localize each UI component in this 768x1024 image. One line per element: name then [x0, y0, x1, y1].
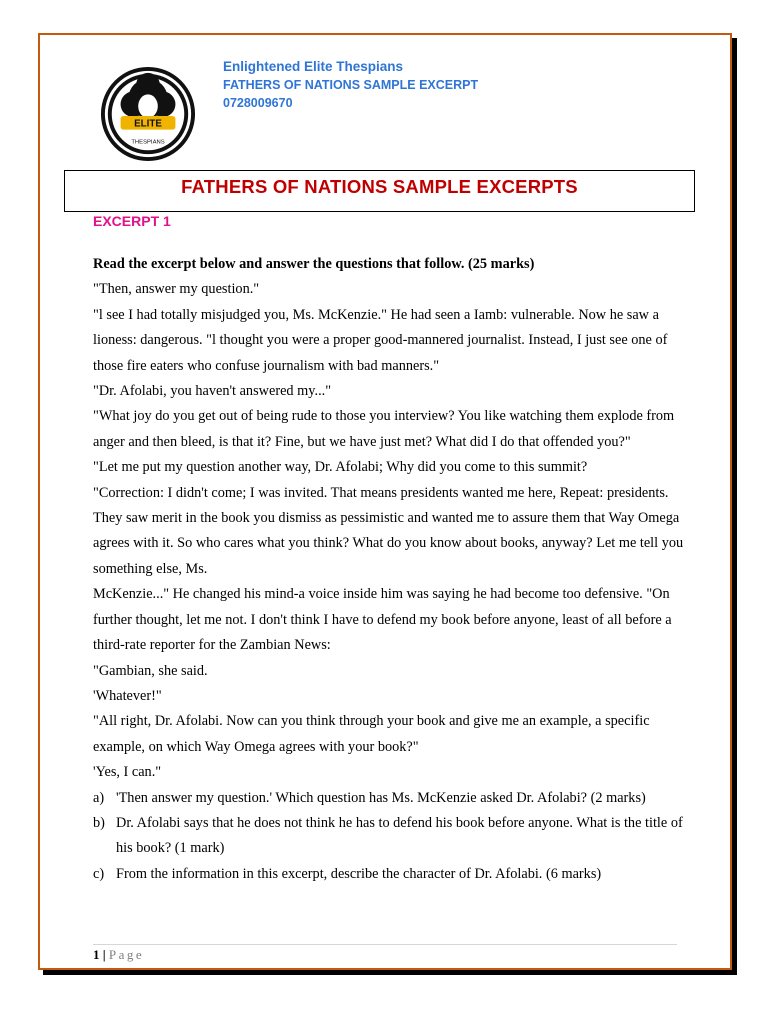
page-word: Page	[108, 947, 145, 962]
logo-subtext: THESPIANS	[131, 139, 165, 146]
header-block	[223, 58, 478, 112]
excerpt-label: EXCERPT 1	[93, 213, 171, 229]
question-item	[93, 811, 693, 862]
phone-number: 0728009670	[223, 96, 293, 110]
paragraph: "Correction: I didn't come; I was invited. That means presidents wanted me here, Repeat: presidents. They saw merit in the book you dismiss as pessimistic and wanted me to assure them that Way Omega agrees with it. So who cares what you think? What do you know about books, anyway? Let me tell you something else, Ms.	[93, 484, 684, 577]
paragraph: "All right, Dr. Afolabi. Now can you think through your book and give me an example, a specific example, on which Way Omega agrees with your book?"	[93, 713, 650, 755]
document-body	[93, 252, 693, 887]
logo-text: ELITE	[134, 118, 162, 130]
question-item	[93, 862, 693, 887]
organization-name: Enlightened Elite Thespians	[223, 59, 404, 74]
page-footer	[93, 947, 144, 963]
question-text: From the information in this excerpt, describe the character of Dr. Afolabi. (6 marks)	[116, 865, 602, 882]
paragraph: "Then, answer my question."	[93, 281, 260, 298]
elite-thespians-logo	[99, 65, 197, 163]
footer-rule	[93, 944, 677, 945]
paragraph: "l see I had totally misjudged you, Ms. McKenzie." He had seen a Iamb: vulnerable. Now he saw a lioness: dangerous. "l thought you were a proper good-mannered journalist. Instead, I just see one of those fire eaters who confuse journalism with bad manners."	[93, 306, 668, 374]
instruction-line: Read the excerpt below and answer the questions that follow. (25 marks)	[93, 256, 535, 272]
question-letter: a)	[93, 789, 105, 806]
title-box	[64, 170, 695, 212]
paragraph: 'Yes, I can."	[93, 764, 162, 781]
document-title: FATHERS OF NATIONS SAMPLE EXCERPTS	[181, 176, 578, 197]
paragraph: "Gambian, she said.	[93, 662, 208, 679]
page-number: 1	[93, 947, 100, 962]
question-text: 'Then answer my question.' Which question has Ms. McKenzie asked Dr. Afolabi? (2 marks)	[116, 789, 646, 806]
page-separator: |	[102, 947, 106, 962]
question-letter: b)	[93, 814, 105, 831]
paragraph: "Let me put my question another way, Dr. Afolabi; Why did you come to this summit?	[93, 459, 588, 476]
paragraph: 'Whatever!"	[93, 687, 162, 704]
paragraph: "What joy do you get out of being rude to those you interview? You like watching them explode from anger and then bleed, is that it? Fine, but we have just met? What did I do that offended you?"	[93, 408, 675, 450]
header-subtitle: FATHERS OF NATIONS SAMPLE EXCERPT	[223, 78, 479, 92]
question-item	[93, 786, 693, 811]
paragraph: McKenzie..." He changed his mind-a voice inside him was saying he had become too defensive. "On further thought, let me not. I don't think I have to defend my book before anyone, least of all before a third-rate reporter for the Zambian News:	[93, 586, 672, 654]
question-text: Dr. Afolabi says that he does not think he has to defend his book before anyone. What is the title of his book? (1 mark)	[116, 814, 683, 857]
question-letter: c)	[93, 865, 105, 882]
paragraph: "Dr. Afolabi, you haven't answered my..."	[93, 383, 332, 400]
